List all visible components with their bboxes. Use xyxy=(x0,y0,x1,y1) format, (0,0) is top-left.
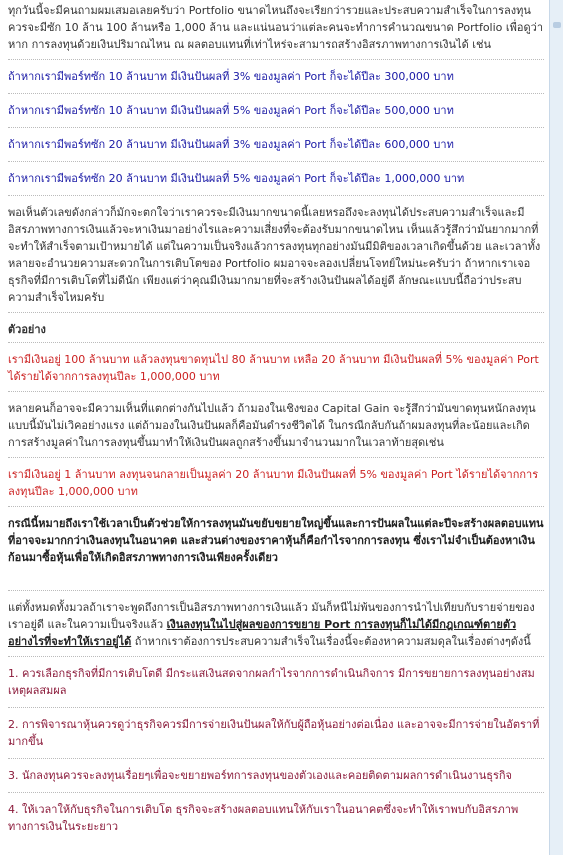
paragraph-5-emphasis: เงินลงทุนในไปสู่ผลของการขยาย Port การลงทุนก็ไม่ได้มีกฎเกณฑ์ตายตัวอย่างไรที่จะทำให้เราอยู่ได้ xyxy=(8,618,517,648)
red-example-2: เรามีเงินอยู่ 1 ล้านบาท ลงทุนจนกลายเป็นมูลค่า 20 ล้านบาท มีเงินปันผลที่ 5% ของมูลค่า Port ได้รายได้จากการลงทุนปีละ 1,000,000 บาท xyxy=(8,468,539,498)
list-item-1: 1. ควรเลือกธุรกิจที่มีการเติบโตดี มีกระแสเงินสดจากผลกำไรจากการดำเนินกิจการ มีการขยายการลงทุนอย่างสมเหตุผลสมผล xyxy=(8,667,535,697)
divider xyxy=(8,758,544,759)
divider xyxy=(8,161,544,162)
list-item-2: 2. การพิจารณาหุ้นควรดูว่าธุรกิจควรมีการจ่ายเงินปันผลให้กับผู้ถือหุ้นอย่างต่อเนื่อง และอาจจะมีการจ่ายในอัตราที่มากขึ้น xyxy=(8,718,540,748)
article-body xyxy=(8,2,544,843)
paragraph-5-end: ถ้าหากเราต้องการประสบความสำเร็จในเรื่องนี้จะต้องหาความสมดุลในเรื่องต่างๆดังนี้ xyxy=(131,635,531,648)
divider xyxy=(8,312,544,313)
divider xyxy=(8,391,544,392)
spacer xyxy=(8,572,544,586)
vertical-scrollbar[interactable] xyxy=(549,0,563,855)
example-line-2: ถ้าหากเรามีพอร์ทซัก 10 ล้านบาท มีเงินปันผลที่ 5% ของมูลค่า Port ก็จะได้ปีละ 500,000 บาท xyxy=(8,104,454,117)
divider xyxy=(8,342,544,343)
divider xyxy=(8,656,544,657)
divider xyxy=(8,590,544,591)
divider xyxy=(8,127,544,128)
list-item-4: 4. ให้เวลาให้กับธุรกิจในการเติบโต ธุรกิจจะสร้างผลตอบแทนให้กับเราในอนาคตซึ่งจะทำให้เราพบกับอิสรภาพทางการเงินในระยะยาว xyxy=(8,803,519,833)
divider xyxy=(8,59,544,60)
example-line-1: ถ้าหากเรามีพอร์ทซัก 10 ล้านบาท มีเงินปันผลที่ 3% ของมูลค่า Port ก็จะได้ปีละ 300,000 บาท xyxy=(8,70,454,83)
scrollbar-thumb[interactable] xyxy=(553,22,561,28)
divider xyxy=(8,93,544,94)
paragraph-2: พอเห็นตัวเลขดังกล่าวก็มักจะตกใจว่าเราควรจะมีเงินมากขนาดนี้เลยหรอถึงจะลงทุนได้ประสบความสำเร็จและมีอิสรภาพทางการเงินแล้วจะหาเงินมาอย่างไรและความเสี่ยงที่จะต้องรับมากขนาดไหน เห็นแล้วรู้สึกว่ามันยากมากที่จะทำให้สำเร็จตามเป้าหมายได้ แต่ในความเป็นจริงแล้วการลงทุนทุกอย่างมันมีมิติของเวลาเกิดขึ้นด้วย และเวลาทั้งหลายจะอำนวยความสะดวกในการเติบโตของ Portfolio ผมอาจจะลองเปลี่ยนโจทย์ใหม่นะครับว่า ถ้าหากเราเจอธุรกิจที่มีการเติบโตที่ไม่ดีนัก เพียงแต่ว่าคุณมีเงินมากมายที่จะสร้างเงินปันผลได้อยู่ดี ลักษณะแบบนี้ถือว่าประสบความสำเร็จไหมครับ xyxy=(8,206,541,304)
paragraph-3: หลายคนก็อาจจะมีความเห็นที่แตกต่างกันไปแล้ว ถ้ามองในเชิงของ Capital Gain จะรู้สึกว่ามันขาดทุนหนักลงทุนแบบนี้มันไม่เวิคอย่างแรง แต่ถ้ามองในเงินปันผลก็คือมันดำรงชีวิตได้ ในกรณีกลับกันถ้าผมลงทุนที่ละน้อยและเกิดการสร้างมูลค่าในการลงทุนขึ้นมาทำให้เงินปันผลถูกสร้างขึ้นมาจำนวนมากในเวลาท้ายสุดเช่น xyxy=(8,402,536,449)
red-example-1: เรามีเงินอยู่ 100 ล้านบาท แล้วลงทุนขาดทุนไป 80 ล้านบาท เหลือ 20 ล้านบาท มีเงินปันผลที่ 5% ของมูลค่า Port ได้รายได้จากการลงทุนปีละ 1,000,000 บาท xyxy=(8,353,539,383)
divider xyxy=(8,506,544,507)
divider xyxy=(8,707,544,708)
divider xyxy=(8,195,544,196)
paragraph-5 xyxy=(8,599,544,650)
divider xyxy=(8,792,544,793)
paragraph-4: กรณีนี้หมายถึงเราใช้เวลาเป็นตัวช่วยให้การลงทุนมันขยับขยายใหญ่ขึ้นและการปันผลในแต่ละปีจะสร้างผลตอบแทนที่อาจจะมากกว่าเงินลงทุนในอนาคต และส่วนต่างของราคาหุ้นก็คือกำไรจากการลงทุน ซึ่งเราไม่จำเป็นต้องหาเงินก้อนมาซื้อหุ้นเพื่อให้เกิดอิสรภาพทางการเงินเพียงครั้งเดียว xyxy=(8,517,544,564)
example-line-3: ถ้าหากเรามีพอร์ทซัก 20 ล้านบาท มีเงินปันผลที่ 3% ของมูลค่า Port ก็จะได้ปีละ 600,000 บาท xyxy=(8,138,454,151)
list-item-3: 3. นักลงทุนควรจะลงทุนเรื่อยๆเพื่อจะขยายพอร์ทการลงทุนของตัวเองและคอยติดตามผลการดำเนินงานธุรกิจ xyxy=(8,769,512,782)
section-heading: ตัวอย่าง xyxy=(8,323,46,336)
divider xyxy=(8,457,544,458)
paragraph-5-start: แต่ทั้งหมดทั้งมวลถ้าเราจะพูดถึงการเป็นอิสรภาพทางการเงินแล้ว มันก็หนีไม่พ้นของการนำไปเทียบกับรายจ่ายของเราอยู่ดี และในความเป็นจริงแล้ว xyxy=(8,601,535,631)
example-line-4: ถ้าหากเรามีพอร์ทซัก 20 ล้านบาท มีเงินปันผลที่ 5% ของมูลค่า Port ก็จะได้ปีละ 1,000,000 บาท xyxy=(8,172,465,185)
intro-paragraph: ทุกวันนี้จะมีคนถามผมเสมอเลยครับว่า Portfolio ขนาดไหนถึงจะเรียกว่ารวยและประสบความสำเร็จในการลงทุน ควรจะมีซัก 10 ล้าน 100 ล้านหรือ 1,000 ล้าน และแน่นอนว่าแต่ละคนจะทำการคำนวณขนาด Portfolio เพื่อดูว่าหาก การลงทุนด้วยเงินปริมาณไหน ณ ผลตอบแทนที่เท่าไหร่จะสามารถสร้างอิสรภาพทางการเงินได้ เช่น xyxy=(8,4,543,51)
